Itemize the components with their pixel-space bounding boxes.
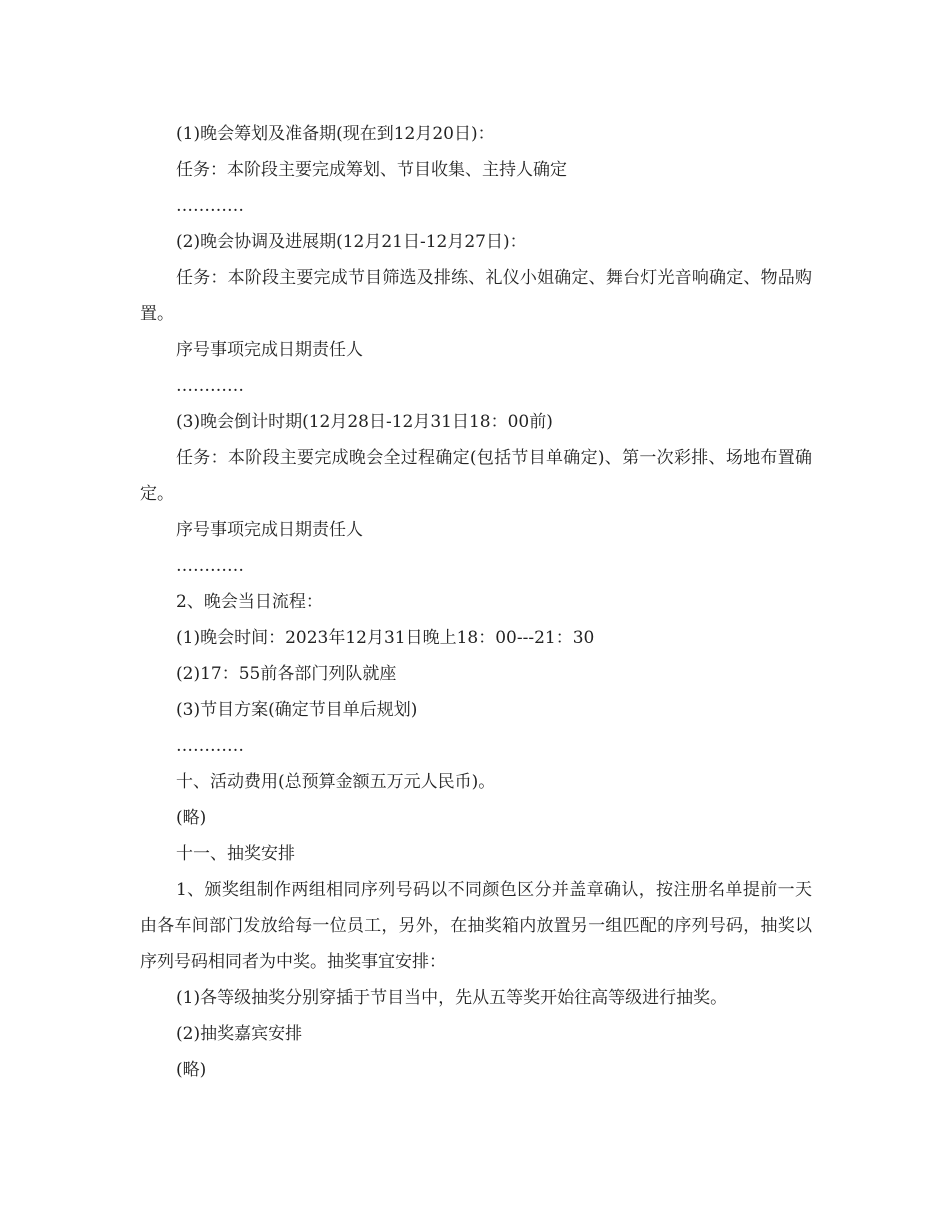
document-body bbox=[140, 116, 812, 1088]
phase-1-heading: (1)晚会筹划及准备期(现在到12月20日)： bbox=[176, 124, 495, 144]
phase-3-table-header: 序号事项完成日期责任人 bbox=[176, 520, 363, 540]
phase-1-task: 任务：本阶段主要完成筹划、节目收集、主持人确定 bbox=[176, 160, 567, 180]
section-11-heading: 十一、抽奖安排 bbox=[176, 844, 295, 864]
section-10-heading: 十、活动费用(总预算金额五万元人民币)。 bbox=[176, 772, 496, 792]
omitted-note: (略) bbox=[176, 808, 207, 828]
phase-2-heading: (2)晚会协调及进展期(12月21日-12月27日)： bbox=[176, 232, 527, 252]
phase-3-heading: (3)晚会倒计时期(12月28日-12月31日18：00前) bbox=[176, 412, 553, 432]
phase-2-table-header: 序号事项完成日期责任人 bbox=[176, 340, 363, 360]
ellipsis-line: ………… bbox=[176, 196, 244, 216]
lottery-paragraph: 1、颁奖组制作两组相同序列号码以不同颜色区分并盖章确认，按注册名单提前一天由各车间部门发放给每一位员工，另外，在抽奖箱内放置另一组匹配的序列号码，抽奖以序列号码相同者为中奖。抽奖事宜安排： bbox=[140, 880, 812, 972]
section-2-heading: 2、晚会当日流程： bbox=[176, 592, 323, 612]
omitted-note: (略) bbox=[176, 1060, 207, 1080]
phase-2-task: 任务：本阶段主要完成节目筛选及排练、礼仪小姐确定、舞台灯光音响确定、物品购置。 bbox=[140, 268, 812, 324]
seating-time: (2)17：55前各部门列队就座 bbox=[176, 664, 397, 684]
program-plan: (3)节目方案(确定节目单后规划) bbox=[176, 700, 418, 720]
ellipsis-line: ………… bbox=[176, 556, 244, 576]
event-time: (1)晚会时间：2023年12月31日晚上18：00---21：30 bbox=[176, 628, 595, 648]
ellipsis-line: ………… bbox=[176, 736, 244, 756]
lottery-item-1: (1)各等级抽奖分别穿插于节目当中，先从五等奖开始往高等级进行抽奖。 bbox=[176, 988, 728, 1008]
phase-3-task: 任务：本阶段主要完成晚会全过程确定(包括节目单确定)、第一次彩排、场地布置确定。 bbox=[140, 448, 812, 504]
lottery-item-2: (2)抽奖嘉宾安排 bbox=[176, 1024, 303, 1044]
ellipsis-line: ………… bbox=[176, 376, 244, 396]
